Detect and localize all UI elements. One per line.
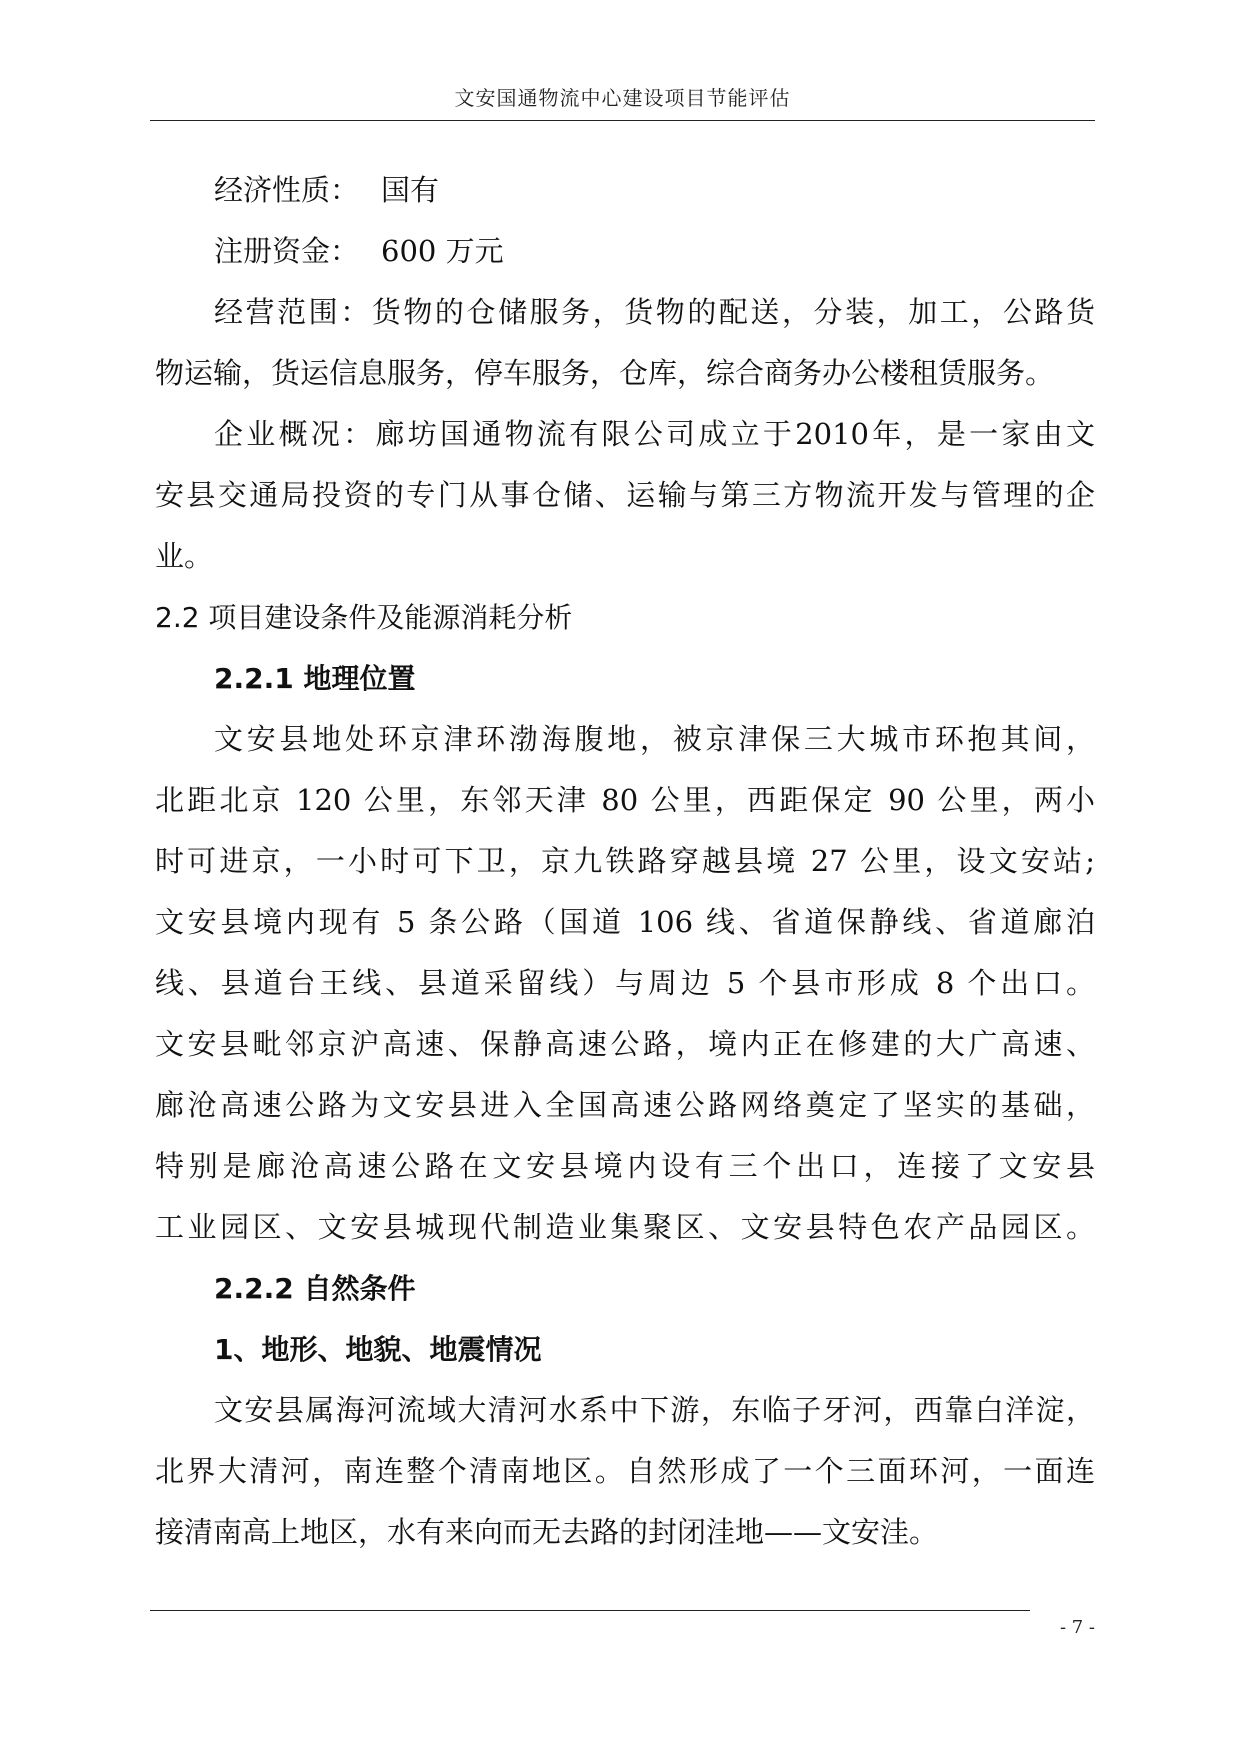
section-heading-2-2-2: 2.2.2 自然条件 [214,1272,416,1305]
business-scope-line: 经营范围：货物的仓储服务，货物的配送，分装，加工，公路货 [214,295,1095,329]
section-heading-2-2-1: 2.2.1 地理位置 [214,662,416,695]
company-overview-line: 企业概况：廊坊国通物流有限公司成立于2010年，是一家由文 [214,417,1095,451]
page-number: - 7 - [1059,1617,1095,1638]
registered-capital-value: 600 万元 [381,234,504,268]
geo-location-line: 文安县境内现有 5 条公路（国道 106 线、省道保静线、省道廊泊 [155,905,1095,939]
geo-location-line: 北距北京 120 公里，东邻天津 80 公里，西距保定 90 公里，两小 [155,783,1095,817]
company-overview-line: 业。 [155,539,214,573]
geo-location-line: 文安县毗邻京沪高速、保静高速公路，境内正在修建的大广高速、 [155,1027,1095,1061]
header-divider [150,120,1095,121]
registered-capital-label: 注册资金： [214,234,360,268]
natural-conditions-line: 接清南高上地区，水有来向而无去路的封闭洼地——文安洼。 [155,1515,939,1549]
geo-location-line: 廊沧高速公路为文安县进入全国高速公路网络奠定了坚实的基础， [155,1088,1095,1122]
document-body [155,160,1095,1563]
footer-divider [150,1610,1030,1611]
subsection-heading-terrain: 1、地形、地貌、地震情况 [214,1333,542,1366]
geo-location-line: 工业园区、文安县城现代制造业集聚区、文安县特色农产品园区。 [155,1210,1095,1244]
geo-location-line: 线、县道台王线、县道采留线）与周边 5 个县市形成 8 个出口。 [155,966,1095,1000]
natural-conditions-line: 文安县属海河流域大清河水系中下游，东临子牙河，西靠白洋淀， [214,1393,1095,1427]
registered-capital-row [155,221,1095,282]
geo-location-line: 时可进京，一小时可下卫，京九铁路穿越县境 27 公里，设文安站; [155,844,1095,878]
economic-nature-row [155,160,1095,221]
geo-location-line: 文安县地处环京津环渤海腹地，被京津保三大城市环抱其间， [214,722,1095,756]
company-overview-line: 安县交通局投资的专门从事仓储、运输与第三方物流开发与管理的企 [155,478,1095,512]
economic-nature-label: 经济性质： [214,173,360,207]
page-header-title: 文安国通物流中心建设项目节能评估 [454,86,791,110]
geo-location-line: 特别是廊沧高速公路在文安县境内设有三个出口，连接了文安县 [155,1149,1095,1183]
section-heading-2-2: 2.2 项目建设条件及能源消耗分析 [155,601,573,634]
business-scope-line: 物运输，货运信息服务，停车服务，仓库，综合商务办公楼租赁服务。 [155,356,1055,390]
natural-conditions-line: 北界大清河，南连整个清南地区。自然形成了一个三面环河，一面连 [155,1454,1095,1488]
economic-nature-value: 国有 [381,173,440,207]
